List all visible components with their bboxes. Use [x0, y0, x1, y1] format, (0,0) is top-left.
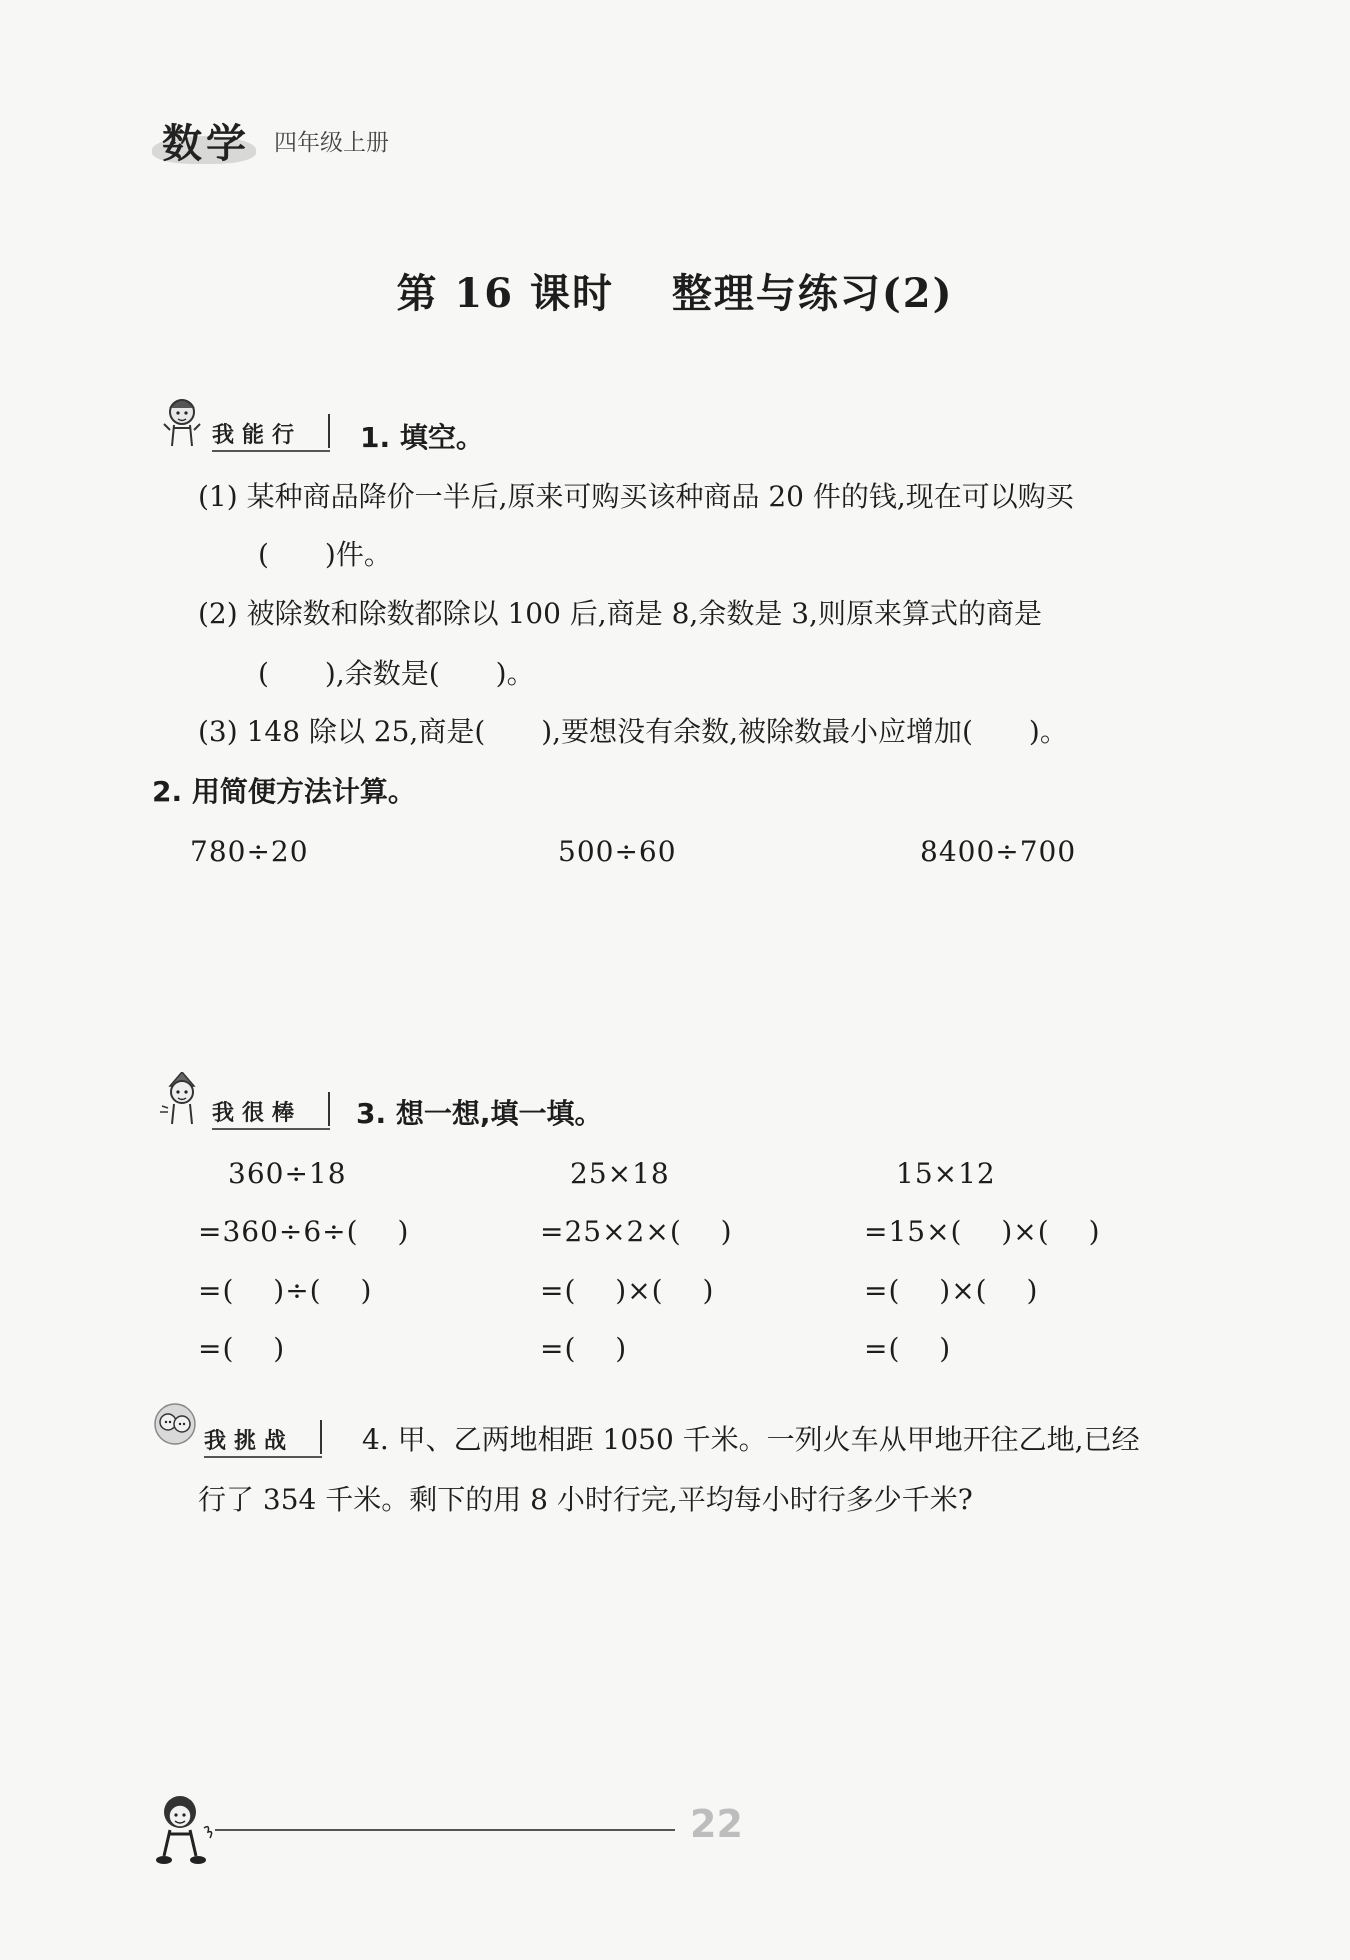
badge-divider [320, 1420, 322, 1454]
page-number: 22 [690, 1802, 743, 1846]
q1-part2-line1: (2) 被除数和除数都除以 100 后,商是 8,余数是 3,则原来算式的商是 [198, 597, 1042, 630]
q2-expr-3: 8400÷700 [920, 835, 1077, 868]
q3-col3-row3: =( )×( ) [864, 1274, 1039, 1307]
header-subject: 数学 [162, 121, 250, 167]
q2-expr-2: 500÷60 [558, 835, 677, 868]
q1-part1-line2: ( )件。 [258, 538, 392, 571]
badge-underline [212, 450, 330, 452]
q3-col2-row4: =( ) [540, 1332, 628, 1365]
q3-col3-row1: 15×12 [896, 1157, 996, 1190]
badge-wo-tiao-zhan [152, 1418, 327, 1462]
q3-col2-row2: =25×2×( ) [540, 1215, 733, 1248]
badge-underline [204, 1456, 322, 1458]
badge-divider [328, 1092, 330, 1126]
q3-col1-row4: =( ) [198, 1332, 286, 1365]
footer-rule [215, 1829, 675, 1831]
q1-part1-line1: (1) 某种商品降价一半后,原来可购买该种商品 20 件的钱,现在可以购买 [198, 480, 1074, 513]
q4-line2: 行了 354 千米。剩下的用 8 小时行完,平均每小时行多少千米? [198, 1483, 973, 1516]
mascot-group-icon [152, 1400, 198, 1462]
mascot-boy-icon [160, 1072, 206, 1134]
q3-col3-row4: =( ) [864, 1332, 952, 1365]
lesson-title: 第 16 课时 整理与练习(2) [396, 270, 954, 317]
q3-col1-row1: 360÷18 [228, 1157, 347, 1190]
q3-col2-row1: 25×18 [570, 1157, 670, 1190]
footer-mascot-icon [150, 1790, 216, 1866]
badge-label: 我能行 [212, 423, 303, 448]
badge-wo-hen-bang [160, 1090, 335, 1134]
badge-divider [328, 414, 330, 448]
q3-heading: 3. 想一想,填一填。 [356, 1097, 603, 1130]
q2-heading: 2. 用简便方法计算。 [152, 775, 416, 808]
q2-expr-1: 780÷20 [190, 835, 309, 868]
badge-wo-neng-xing [160, 412, 335, 456]
badge-label: 我很棒 [212, 1101, 303, 1126]
badge-label: 我挑战 [204, 1429, 295, 1454]
q3-col1-row3: =( )÷( ) [198, 1274, 373, 1307]
q1-part3-line1: (3) 148 除以 25,商是( ),要想没有余数,被除数最小应增加( )。 [198, 715, 1068, 748]
q3-col1-row2: =360÷6÷( ) [198, 1215, 410, 1248]
q4-line1: 4. 甲、乙两地相距 1050 千米。一列火车从甲地开往乙地,已经 [362, 1423, 1140, 1456]
badge-underline [212, 1128, 330, 1130]
mascot-girl-icon [160, 394, 206, 456]
q3-col3-row2: =15×( )×( ) [864, 1215, 1101, 1248]
q1-heading: 1. 填空。 [360, 421, 484, 454]
header-grade: 四年级上册 [274, 130, 389, 156]
q3-col2-row3: =( )×( ) [540, 1274, 715, 1307]
q1-part2-line2: ( ),余数是( )。 [258, 657, 535, 690]
